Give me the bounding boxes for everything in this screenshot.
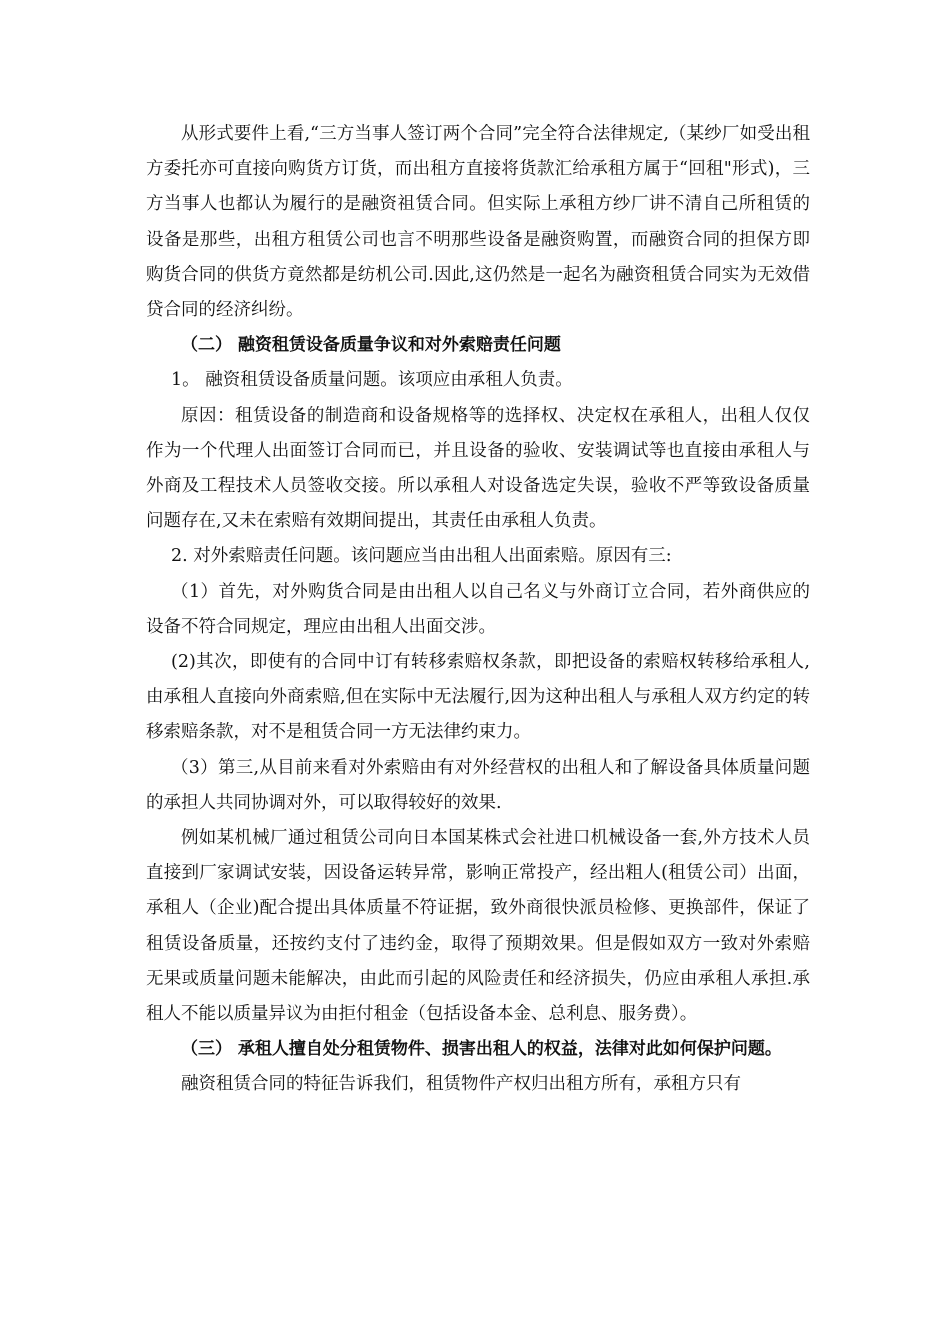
paragraph-lease-features: 融资租赁合同的特征告诉我们，租赁物件产权归出租方所有，承租方只有 (181, 1074, 741, 1095)
paragraph-reason-1: （1）首先，对外购货合同是由出租人以自己名义与外商订立合同，若外商供应的设备不符合同规定，理应由出租人出面交涉。 (146, 581, 810, 637)
paragraph-reason-2: (2)其次，即使有的合同中订有转移索赔权条款，即把设备的索赔权转移给承租人,由承租人直接向外商索赔,但在实际中无法履行,因为这种出租人与承租人双方约定的转移索赔条款，对不是租赁合同一方无法律约束力。 (146, 652, 810, 743)
paragraph-quality-issue: 1。 融资租赁设备质量问题。该项应由承租人负责。 (171, 370, 573, 391)
paragraph-reason-3: （3）第三,从目前来看对外索赔由有对外经营权的出租人和了解设备具体质量问题的承担人共同协调对外，可以取得较好的效果. (146, 757, 810, 813)
section-heading-2: （二） 融资租赁设备质量争议和对外索赔责任问题 (181, 335, 561, 356)
document-body (146, 117, 810, 1103)
section-heading-3: （三） 承租人擅自处分租赁物件、损害出租人的权益，法律对此如何保护问题。 (181, 1039, 782, 1060)
paragraph-form-requirements: 从形式要件上看,“三方当事人签订两个合同”完全符合法律规定,（某纱厂如受出租方委托亦可直接向购货方订货，而出租方直接将货款汇给承租方属于“回租"形式)，三方当事人也都认为履行的是融资祖赁合同。但实际上承租方纱厂讲不清自己所租赁的设备是那些，出租方租赁公司也言不明那些设备是融资购置，而融资合同的担保方即购货合同的供货方竟然都是纺机公司.因此,这仍然是一起名为融资租赁合同实为无效借贷合同的经济纠纷。 (146, 124, 810, 321)
paragraph-example: 例如某机械厂通过租赁公司向日本国某株式会社进口机械设备一套,外方技术人员直接到厂家调试安装，因设备运转异常，影响正常投产，经出粗人(租赁公司）出面，承租人（企业)配合提出具体质量不符证据，致外商很快派员检修、更换部件，保证了租赁设备质量，还按约支付了违约金，取得了预期效果。但是假如双方一致对外索赔无果或质量问题未能解决，由此而引起的风险责任和经济损失，仍应由承租人承担.承租人不能以质量异议为由拒付租金（包括设备本金、总利息、服务费）。 (146, 828, 810, 1025)
paragraph-claim-responsibility: 2. 对外索赔责任问题。该问题应当由出租人出面索赔。原因有三: (171, 546, 672, 567)
paragraph-reason: 原因：租赁设备的制造商和设备规格等的选择权、决定权在承租人，出租人仅仅作为一个代理人出面签订合同而已，并且设备的验收、安装调试等也直接由承租人与外商及工程技术人员签收交接。所以承租人对设备选定失误，验收不严等致设备质量问题存在,又未在索赔有效期间提出，其责任由承租人负责。 (146, 405, 810, 532)
